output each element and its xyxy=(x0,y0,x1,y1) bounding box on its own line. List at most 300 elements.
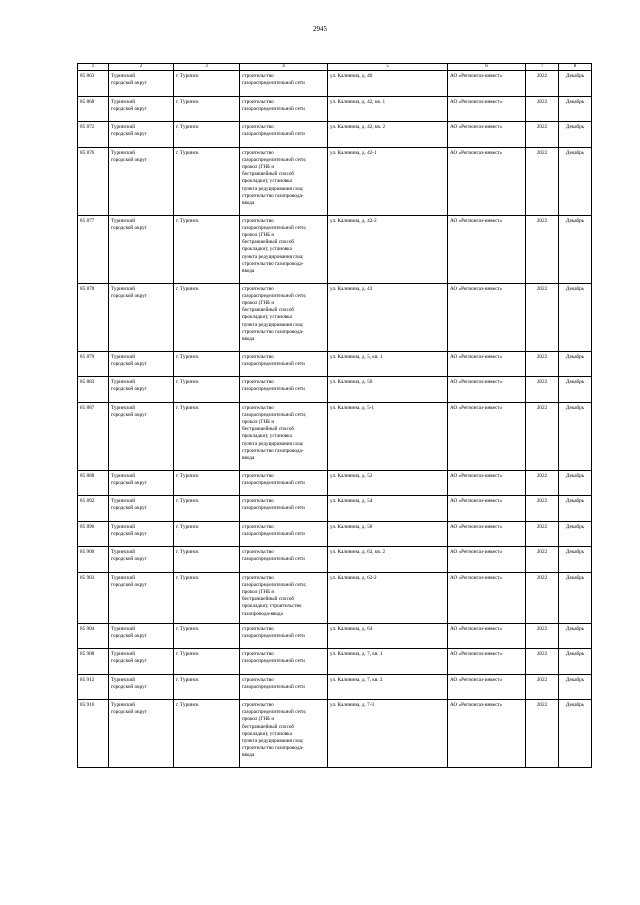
cell-work-line: газораспределительной сети; xyxy=(242,292,307,299)
cell-work xyxy=(240,649,328,675)
cell-work xyxy=(240,674,328,700)
cell-month xyxy=(559,402,592,470)
cell-organization xyxy=(448,521,526,547)
cell-month xyxy=(559,96,592,122)
table-row xyxy=(78,521,592,547)
cell-work-line: строительство xyxy=(242,523,274,530)
cell-work-line: строительство газопровода- xyxy=(242,260,304,267)
cell-address-line: ул. Калинина, д. 62, кв. 2 xyxy=(330,549,386,555)
cell-month-line: Декабрь xyxy=(565,149,585,156)
cell-work-line: прокладки); установка xyxy=(242,433,292,440)
cell-work-line: пункта редуцирования газа; xyxy=(242,185,304,192)
cell-district-line: Туринский xyxy=(111,702,136,708)
cell-number-line: 85 872 xyxy=(80,124,95,130)
cell-district-line: Туринский xyxy=(111,98,136,105)
cell-month xyxy=(559,649,592,675)
cell-district-line: Туринский xyxy=(111,574,136,581)
cell-year-line: 2022 xyxy=(536,217,548,224)
cell-city-line: г. Туринск xyxy=(176,574,199,581)
column-number: 3 xyxy=(174,64,240,71)
cell-work-line: прокол (ГНБ и xyxy=(242,299,275,306)
cell-district-line: городской округ xyxy=(111,131,147,138)
cell-number-line: 85 879 xyxy=(80,353,95,360)
cell-work xyxy=(240,377,328,403)
cell-year xyxy=(526,547,559,573)
cell-address-line: ул. Калинина, д. 7, кв. 2 xyxy=(330,676,383,683)
cell-work-line: бестраншейный способ xyxy=(242,426,295,433)
cell-year-line: 2022 xyxy=(536,98,548,105)
cell-number xyxy=(78,71,109,97)
cell-work-line: газораспределительной сети xyxy=(242,80,305,87)
cell-organization-line: АО «Регионгаз-инвест» xyxy=(450,124,503,130)
cell-address xyxy=(328,351,448,377)
cell-city xyxy=(174,96,240,122)
cell-number-line: 85 912 xyxy=(80,676,95,683)
cell-district-line: городской округ xyxy=(111,80,147,87)
cell-year-line: 2022 xyxy=(536,353,548,360)
cell-work-line: строительство xyxy=(242,124,274,130)
cell-month xyxy=(559,547,592,573)
cell-number-line: 85 900 xyxy=(80,549,95,555)
cell-work-line: бестраншейный способ xyxy=(242,723,295,730)
cell-work xyxy=(240,700,328,768)
cell-year-line: 2022 xyxy=(536,73,548,79)
cell-work-line: пункта редуцирования газа; xyxy=(242,738,304,745)
cell-address-line: ул. Калинина, д. 42-1 xyxy=(330,149,377,156)
cell-work-line: строительство xyxy=(242,217,274,224)
cell-address-line: ул. Калинина, д. 7-3 xyxy=(330,702,375,708)
cell-month-line: Декабрь xyxy=(565,549,585,555)
cell-work-line: пункта редуцирования газа; xyxy=(242,321,304,328)
cell-year xyxy=(526,521,559,547)
cell-city-line: г. Туринск xyxy=(176,149,199,156)
cell-organization xyxy=(448,674,526,700)
cell-organization xyxy=(448,572,526,623)
cell-month-line: Декабрь xyxy=(565,625,585,632)
cell-month xyxy=(559,572,592,623)
cell-organization xyxy=(448,96,526,122)
cell-address xyxy=(328,521,448,547)
cell-address xyxy=(328,470,448,496)
cell-month-line: Декабрь xyxy=(565,702,585,708)
cell-month-line: Декабрь xyxy=(565,124,585,130)
cell-organization-line: АО «Регионгаз-инвест» xyxy=(450,285,503,292)
cell-district xyxy=(109,470,174,496)
cell-city-line: г. Туринск xyxy=(176,651,199,657)
cell-month-line: Декабрь xyxy=(565,285,585,292)
cell-number xyxy=(78,147,109,215)
cell-organization-line: АО «Регионгаз-инвест» xyxy=(450,217,503,224)
cell-year xyxy=(526,215,559,283)
cell-number xyxy=(78,283,109,351)
page-number: 2945 xyxy=(313,25,327,33)
cell-organization-line: АО «Регионгаз-инвест» xyxy=(450,472,503,479)
cell-district xyxy=(109,122,174,148)
cell-number xyxy=(78,547,109,573)
cell-address xyxy=(328,96,448,122)
cell-year xyxy=(526,496,559,522)
cell-district-line: городской округ xyxy=(111,411,147,418)
cell-month xyxy=(559,122,592,148)
cell-month-line: Декабрь xyxy=(565,404,585,411)
cell-organization-line: АО «Регионгаз-инвест» xyxy=(450,149,503,156)
cell-work xyxy=(240,496,328,522)
cell-city-line: г. Туринск xyxy=(176,285,199,292)
cell-year xyxy=(526,572,559,623)
cell-district-line: Туринский xyxy=(111,523,136,530)
table-row xyxy=(78,377,592,403)
cell-number xyxy=(78,96,109,122)
cell-work xyxy=(240,402,328,470)
cell-number-line: 85 892 xyxy=(80,498,95,504)
cell-district-line: Туринский xyxy=(111,285,136,292)
cell-number xyxy=(78,521,109,547)
cell-work xyxy=(240,283,328,351)
cell-work-line: прокладки); установка xyxy=(242,730,292,737)
cell-address-line: ул. Калинина, д. 50 xyxy=(330,379,373,385)
cell-number-line: 85 888 xyxy=(80,472,95,479)
cell-city xyxy=(174,71,240,97)
cell-city-line: г. Туринск xyxy=(176,472,199,479)
cell-month-line: Декабрь xyxy=(565,98,585,105)
cell-district xyxy=(109,283,174,351)
cell-work-line: бестраншейный способ xyxy=(242,596,295,603)
cell-number-line: 85 903 xyxy=(80,574,95,581)
cell-district xyxy=(109,649,174,675)
cell-year xyxy=(526,470,559,496)
cell-district-line: Туринский xyxy=(111,498,136,504)
cell-work xyxy=(240,215,328,283)
cell-district xyxy=(109,377,174,403)
cell-work-line: строительство xyxy=(242,353,274,360)
cell-year-line: 2022 xyxy=(536,124,548,130)
cell-month xyxy=(559,283,592,351)
cell-city-line: г. Туринск xyxy=(176,73,199,79)
cell-city-line: г. Туринск xyxy=(176,549,199,555)
cell-work-line: ввода xyxy=(242,267,255,274)
cell-month-line: Декабрь xyxy=(565,353,585,360)
cell-city-line: г. Туринск xyxy=(176,98,199,105)
cell-month xyxy=(559,351,592,377)
cell-address-line: ул. Калинина, д. 5, кв. 1 xyxy=(330,353,383,360)
cell-month xyxy=(559,521,592,547)
table-row xyxy=(78,71,592,97)
cell-district-line: Туринский xyxy=(111,124,136,130)
cell-work-line: бестраншейный способ xyxy=(242,239,295,246)
cell-organization xyxy=(448,649,526,675)
cell-district-line: городской округ xyxy=(111,530,147,537)
cell-work-line: строительство газопровода- xyxy=(242,745,304,752)
cell-city xyxy=(174,147,240,215)
cell-work-line: бестраншейный способ xyxy=(242,171,295,178)
cell-city xyxy=(174,496,240,522)
cell-organization xyxy=(448,283,526,351)
cell-number-line: 85 868 xyxy=(80,98,95,105)
cell-district-line: городской округ xyxy=(111,581,147,588)
cell-year xyxy=(526,283,559,351)
cell-organization xyxy=(448,496,526,522)
cell-work xyxy=(240,572,328,623)
cell-number xyxy=(78,351,109,377)
cell-number-line: 85 863 xyxy=(80,73,95,79)
cell-organization-line: АО «Регионгаз-инвест» xyxy=(450,379,503,385)
cell-city xyxy=(174,402,240,470)
cell-organization-line: АО «Регионгаз-инвест» xyxy=(450,625,503,632)
cell-work-line: ввода xyxy=(242,752,255,759)
table-row xyxy=(78,96,592,122)
cell-year-line: 2022 xyxy=(536,285,548,292)
table-row xyxy=(78,572,592,623)
cell-work-line: строительство xyxy=(242,73,274,79)
cell-month xyxy=(559,71,592,97)
cell-address xyxy=(328,122,448,148)
cell-district xyxy=(109,402,174,470)
cell-year xyxy=(526,623,559,649)
cell-month-line: Декабрь xyxy=(565,676,585,683)
cell-city-line: г. Туринск xyxy=(176,379,199,385)
cell-district-line: городской округ xyxy=(111,632,147,639)
column-number: 7 xyxy=(526,64,559,71)
cell-address xyxy=(328,547,448,573)
cell-work-line: строительство xyxy=(242,498,274,504)
cell-city-line: г. Туринск xyxy=(176,404,199,411)
cell-work xyxy=(240,147,328,215)
cell-number xyxy=(78,572,109,623)
table-row xyxy=(78,351,592,377)
cell-work-line: газораспределительной сети; xyxy=(242,156,307,163)
cell-city xyxy=(174,283,240,351)
cell-district xyxy=(109,71,174,97)
cell-year xyxy=(526,402,559,470)
cell-month-line: Декабрь xyxy=(565,217,585,224)
column-number: 8 xyxy=(559,64,592,71)
cell-organization xyxy=(448,700,526,768)
cell-organization-line: АО «Регионгаз-инвест» xyxy=(450,676,503,683)
cell-city xyxy=(174,470,240,496)
cell-address xyxy=(328,147,448,215)
table-row xyxy=(78,283,592,351)
cell-address-line: ул. Калинина, д. 7, кв. 1 xyxy=(330,651,383,657)
cell-number xyxy=(78,649,109,675)
cell-district xyxy=(109,521,174,547)
cell-organization xyxy=(448,623,526,649)
cell-month-line: Декабрь xyxy=(565,523,585,530)
cell-work-line: газопровода-ввода xyxy=(242,610,283,617)
cell-city xyxy=(174,521,240,547)
cell-work-line: газораспределительной сети xyxy=(242,105,305,112)
cell-address-line: ул. Калинина, д. 58 xyxy=(330,523,373,530)
cell-district-line: городской округ xyxy=(111,556,147,563)
cell-city-line: г. Туринск xyxy=(176,498,199,504)
cell-work-line: строительство xyxy=(242,676,274,683)
cell-work-line: газораспределительной сети xyxy=(242,530,305,537)
cell-organization-line: АО «Регионгаз-инвест» xyxy=(450,651,503,657)
cell-work-line: строительство xyxy=(242,379,274,385)
table-row xyxy=(78,122,592,148)
cell-work-line: строительство xyxy=(242,702,274,708)
cell-address-line: ул. Калинина, д. 52 xyxy=(330,472,373,479)
cell-address xyxy=(328,283,448,351)
cell-district xyxy=(109,700,174,768)
cell-district-line: Туринский xyxy=(111,379,136,385)
cell-address-line: ул. Калинина, д. 62-2 xyxy=(330,574,377,581)
cell-city-line: г. Туринск xyxy=(176,217,199,224)
cell-work xyxy=(240,122,328,148)
cell-year xyxy=(526,351,559,377)
cell-month-line: Декабрь xyxy=(565,498,585,504)
cell-district-line: Туринский xyxy=(111,404,136,411)
cell-number-line: 85 908 xyxy=(80,651,95,657)
cell-work-line: газораспределительной сети xyxy=(242,658,305,665)
cell-year xyxy=(526,147,559,215)
cell-work-line: газораспределительной сети; xyxy=(242,581,307,588)
cell-year xyxy=(526,96,559,122)
column-number: 1 xyxy=(78,64,109,71)
cell-district-line: городской округ xyxy=(111,292,147,299)
cell-number xyxy=(78,122,109,148)
cell-work-line: прокладки); строительство xyxy=(242,603,302,610)
cell-work xyxy=(240,623,328,649)
cell-number xyxy=(78,496,109,522)
cell-work-line: газораспределительной сети; xyxy=(242,411,307,418)
cell-district-line: Туринский xyxy=(111,353,136,360)
cell-work-line: прокладки); установка xyxy=(242,178,292,185)
cell-address xyxy=(328,572,448,623)
cell-work-line: прокладки); установка xyxy=(242,314,292,321)
cell-city xyxy=(174,122,240,148)
cell-organization xyxy=(448,147,526,215)
cell-number-line: 85 876 xyxy=(80,149,95,156)
cell-organization-line: АО «Регионгаз-инвест» xyxy=(450,98,503,105)
cell-address-line: ул. Калинина, д. 64 xyxy=(330,625,373,632)
cell-city-line: г. Туринск xyxy=(176,676,199,683)
cell-year xyxy=(526,377,559,403)
cell-number-line: 85 896 xyxy=(80,523,95,530)
cell-address xyxy=(328,496,448,522)
cell-organization-line: АО «Регионгаз-инвест» xyxy=(450,73,503,79)
cell-work xyxy=(240,521,328,547)
cell-address xyxy=(328,71,448,97)
cell-work-line: газораспределительной сети xyxy=(242,386,305,393)
cell-district-line: городской округ xyxy=(111,683,147,690)
cell-city xyxy=(174,700,240,768)
cell-month-line: Декабрь xyxy=(565,73,585,79)
cell-month xyxy=(559,377,592,403)
column-number: 5 xyxy=(328,64,448,71)
cell-month-line: Декабрь xyxy=(565,651,585,657)
cell-number-line: 85 877 xyxy=(80,217,95,224)
cell-work-line: строительство xyxy=(242,625,274,632)
works-table xyxy=(77,63,592,768)
cell-work-line: прокол (ГНБ и xyxy=(242,588,275,595)
cell-work-line: строительство xyxy=(242,651,274,657)
table-row xyxy=(78,402,592,470)
cell-work-line: прокол (ГНБ и xyxy=(242,716,275,723)
cell-number xyxy=(78,700,109,768)
cell-work-line: строительство xyxy=(242,98,274,105)
cell-work xyxy=(240,351,328,377)
cell-number-line: 85 883 xyxy=(80,379,95,385)
cell-work-line: газораспределительной сети; xyxy=(242,709,307,716)
cell-district xyxy=(109,147,174,215)
cell-organization-line: АО «Регионгаз-инвест» xyxy=(450,404,503,411)
cell-district xyxy=(109,674,174,700)
cell-month-line: Декабрь xyxy=(565,574,585,581)
cell-city-line: г. Туринск xyxy=(176,353,199,360)
cell-work-line: строительство xyxy=(242,472,274,479)
table-row xyxy=(78,496,592,522)
cell-month xyxy=(559,470,592,496)
cell-number-line: 85 916 xyxy=(80,702,95,708)
cell-district-line: Туринский xyxy=(111,625,136,632)
table-row xyxy=(78,547,592,573)
cell-organization-line: АО «Регионгаз-инвест» xyxy=(450,498,503,504)
cell-organization xyxy=(448,71,526,97)
cell-month xyxy=(559,700,592,768)
column-number-row xyxy=(78,64,592,71)
cell-district-line: Туринский xyxy=(111,149,136,156)
cell-work xyxy=(240,470,328,496)
cell-organization xyxy=(448,470,526,496)
cell-number xyxy=(78,402,109,470)
cell-work-line: газораспределительной сети xyxy=(242,556,305,563)
cell-address xyxy=(328,649,448,675)
cell-month xyxy=(559,674,592,700)
cell-city xyxy=(174,623,240,649)
cell-district-line: городской округ xyxy=(111,505,147,512)
cell-year xyxy=(526,122,559,148)
cell-work xyxy=(240,71,328,97)
cell-year-line: 2022 xyxy=(536,404,548,411)
cell-year-line: 2022 xyxy=(536,149,548,156)
cell-district xyxy=(109,547,174,573)
cell-year-line: 2022 xyxy=(536,651,548,657)
cell-city-line: г. Туринск xyxy=(176,702,199,708)
cell-work-line: газораспределительной сети xyxy=(242,360,305,367)
cell-month xyxy=(559,496,592,522)
cell-city xyxy=(174,351,240,377)
table-row xyxy=(78,649,592,675)
cell-city-line: г. Туринск xyxy=(176,124,199,130)
cell-city xyxy=(174,674,240,700)
cell-organization-line: АО «Регионгаз-инвест» xyxy=(450,574,503,581)
cell-district-line: городской округ xyxy=(111,479,147,486)
cell-work-line: строительство газопровода- xyxy=(242,328,304,335)
cell-city-line: г. Туринск xyxy=(176,625,199,632)
column-number: 6 xyxy=(448,64,526,71)
cell-district-line: Туринский xyxy=(111,472,136,479)
cell-organization xyxy=(448,351,526,377)
cell-month xyxy=(559,147,592,215)
cell-district-line: городской округ xyxy=(111,709,147,716)
cell-year-line: 2022 xyxy=(536,549,548,555)
cell-address-line: ул. Калинина, д. 54 xyxy=(330,498,373,504)
cell-year-line: 2022 xyxy=(536,523,548,530)
cell-work-line: строительство газопровода- xyxy=(242,447,304,454)
table-row xyxy=(78,147,592,215)
cell-work-line: прокол (ГНБ и xyxy=(242,418,275,425)
cell-city-line: г. Туринск xyxy=(176,523,199,530)
cell-city xyxy=(174,572,240,623)
cell-work-line: строительство газопровода- xyxy=(242,192,304,199)
cell-work-line: строительство xyxy=(242,149,274,156)
cell-district-line: городской округ xyxy=(111,386,147,393)
table-row xyxy=(78,623,592,649)
cell-district-line: городской округ xyxy=(111,658,147,665)
cell-address-line: ул. Калинина, д. 5-1 xyxy=(330,404,375,411)
cell-number-line: 85 904 xyxy=(80,625,95,632)
cell-organization-line: АО «Регионгаз-инвест» xyxy=(450,523,503,530)
